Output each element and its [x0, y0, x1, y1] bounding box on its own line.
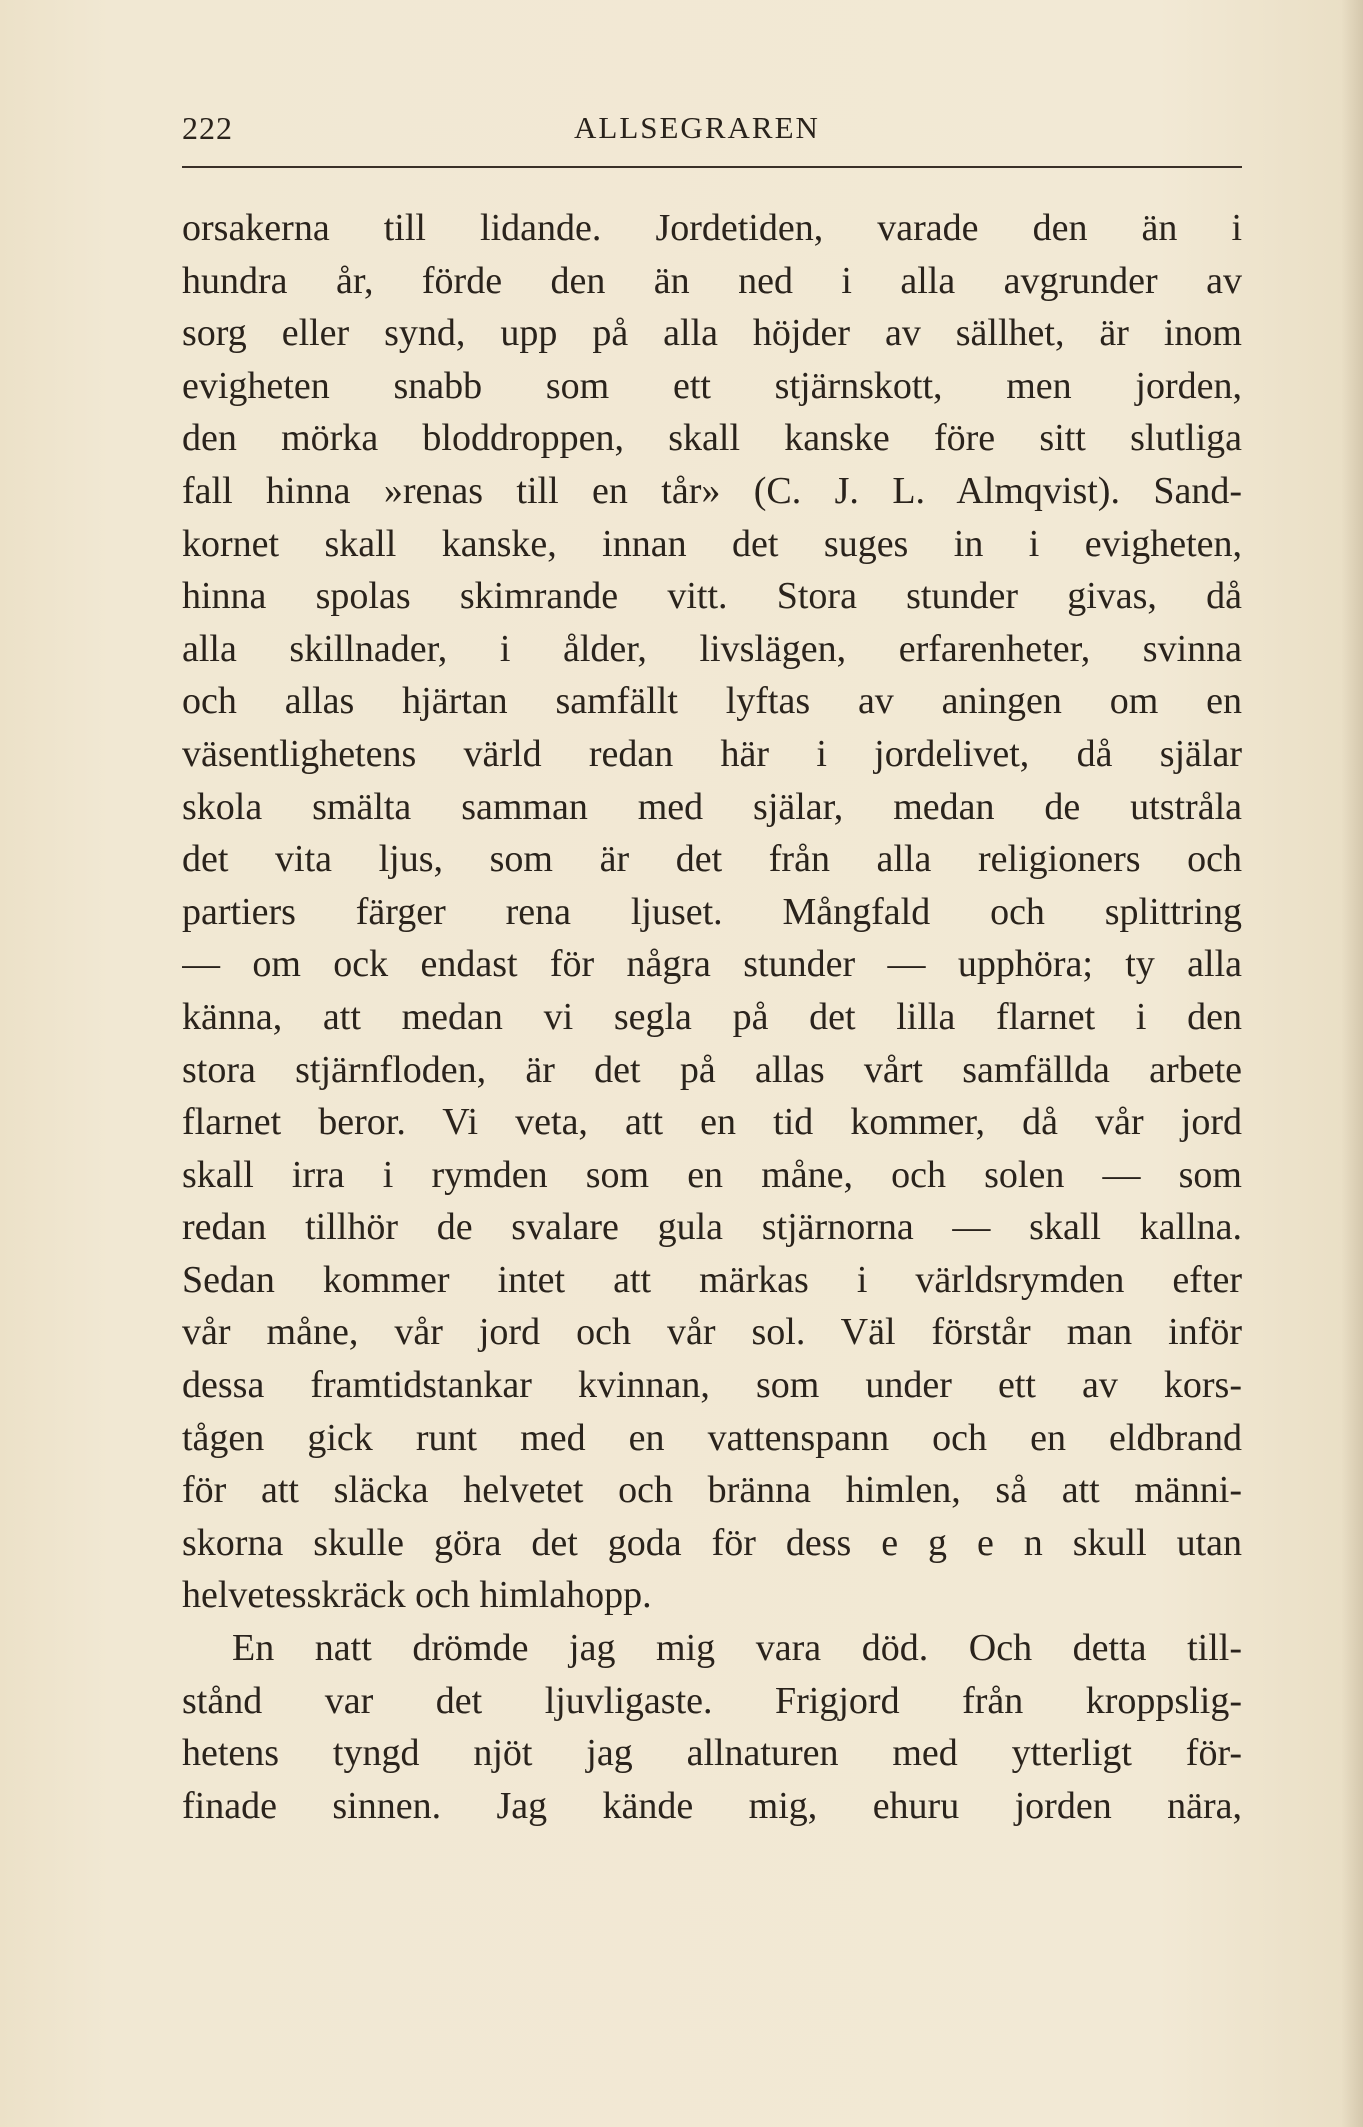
- running-title: ALLSEGRAREN: [574, 110, 820, 145]
- text-line: redan tillhör de svalare gula stjärnorna — skall kallna.: [182, 1206, 1242, 1249]
- text-line: orsakerna till lidande. Jordetiden, varade den än i: [182, 207, 1242, 249]
- text-line: skola smälta samman med själar, medan de utstråla: [182, 785, 1242, 828]
- text-line: och allas hjärtan samfällt lyftas av aningen om en: [182, 680, 1242, 723]
- page-edge-shadow: [1341, 0, 1363, 2127]
- text-line: stånd var det ljuvligaste. Frigjord från kroppslig-: [182, 1679, 1242, 1722]
- text-line: partiers färger rena ljuset. Mångfald och splittring: [182, 890, 1242, 933]
- text-line: — om ock endast för några stunder — upphöra; ty alla: [182, 943, 1242, 986]
- text-line: sorg eller synd, upp på alla höjder av sällhet, är inom: [182, 312, 1242, 355]
- text-line: för att släcka helvetet och bränna himlen, så att männi-: [182, 1469, 1242, 1512]
- text-line: skorna skulle göra det goda för dess e g e n skull utan: [182, 1521, 1242, 1564]
- text-line: finade sinnen. Jag kände mig, ehuru jorden nära,: [182, 1784, 1242, 1827]
- page-header: [182, 110, 1242, 158]
- text-line: känna, att medan vi segla på det lilla flarnet i den: [182, 995, 1242, 1038]
- paragraph-end-line: helvetesskräck och himlahopp.: [182, 1574, 652, 1617]
- text-line: skall irra i rymden som en måne, och solen — som: [182, 1153, 1242, 1196]
- text-line: evigheten snabb som ett stjärnskott, men jorden,: [182, 364, 1242, 407]
- text-line: hetens tyngd njöt jag allnaturen med ytterligt för-: [182, 1732, 1242, 1775]
- text-line: vår måne, vår jord och vår sol. Väl förstår man inför: [182, 1311, 1242, 1354]
- text-line: dessa framtidstankar kvinnan, som under ett av kors-: [182, 1364, 1242, 1407]
- text-line: hinna spolas skimrande vitt. Stora stunder givas, då: [182, 575, 1242, 618]
- paragraph-start-line: En natt drömde jag mig vara död. Och detta till-: [232, 1627, 1242, 1670]
- body-text: [182, 202, 1242, 1832]
- text-line: det vita ljus, som är det från alla religioners och: [182, 838, 1242, 881]
- header-rule: [182, 166, 1242, 168]
- text-line: hundra år, förde den än ned i alla avgrunder av: [182, 259, 1242, 302]
- text-line: Sedan kommer intet att märkas i världsrymden efter: [182, 1258, 1242, 1301]
- text-line: fall hinna »renas till en tår» (C. J. L. Almqvist). Sand-: [182, 469, 1242, 512]
- text-line: den mörka bloddroppen, skall kanske före sitt slutliga: [182, 417, 1242, 460]
- text-line: väsentlighetens värld redan här i jordelivet, då själar: [182, 732, 1242, 775]
- text-line: alla skillnader, i ålder, livslägen, erfarenheter, svinna: [182, 627, 1242, 670]
- text-line: kornet skall kanske, innan det suges in i evigheten,: [182, 522, 1242, 565]
- text-line: stora stjärnfloden, är det på allas vårt samfällda arbete: [182, 1048, 1242, 1091]
- text-line: flarnet beror. Vi veta, att en tid kommer, då vår jord: [182, 1101, 1242, 1144]
- page-number: 222: [182, 110, 233, 146]
- text-line: tågen gick runt med en vattenspann och en eldbrand: [182, 1416, 1242, 1459]
